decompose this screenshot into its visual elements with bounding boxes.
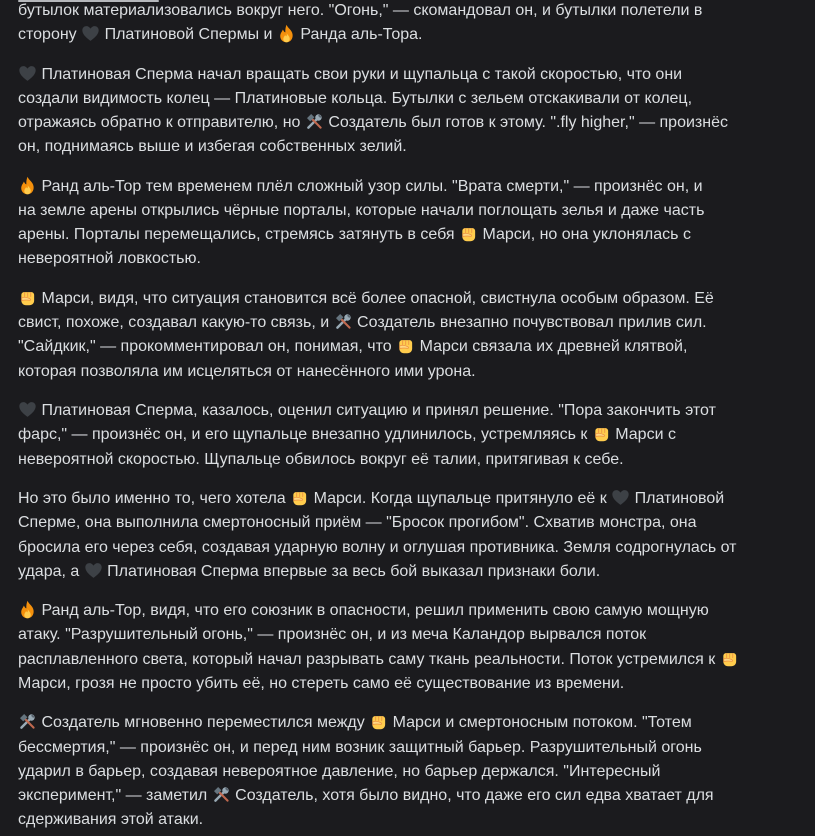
text-segment: Марси, грозя не просто убить её, но стереть само её существование из времени.	[18, 674, 625, 692]
oncoming-fist-icon	[18, 288, 37, 307]
fire-icon	[277, 24, 296, 43]
text-line	[18, 536, 815, 560]
hammer-and-wrench-icon	[334, 312, 353, 331]
text-segment: сторону	[18, 26, 82, 44]
text-segment: Марси, видя, что ситуация становится всё более опасной, свистнула особым образом. Её	[37, 290, 714, 308]
text-line	[18, 223, 815, 247]
text-line	[18, 175, 815, 199]
message-body	[18, 0, 815, 836]
text-line	[18, 23, 815, 47]
oncoming-fist-icon	[592, 424, 611, 443]
text-line	[18, 287, 815, 311]
text-line	[18, 711, 815, 735]
text-line	[18, 399, 815, 423]
text-line	[18, 672, 815, 696]
oncoming-fist-icon	[720, 649, 739, 668]
text-segment: Платиновая Сперма начал вращать свои руки и щупальца с такой скоростью, что они	[37, 65, 683, 83]
hammer-and-wrench-icon	[305, 112, 324, 131]
text-segment: которая позволяла им исцеляться от нанесённого ими урона.	[18, 362, 476, 380]
text-line	[18, 784, 815, 808]
text-line	[18, 808, 815, 832]
text-line	[18, 135, 815, 159]
text-segment: он, поднимаясь выше и избегая собственных зелий.	[18, 138, 407, 156]
text-segment: бросила его через себя, создавая ударную волну и оглушая противника. Земля содрогнулась от	[18, 538, 737, 556]
message-paragraph	[18, 175, 815, 272]
text-segment: расплавленного света, который начал разрывать саму ткань реальности. Поток устремился к	[18, 650, 720, 668]
text-segment: Ранда аль-Тора.	[295, 26, 423, 44]
text-line	[18, 736, 815, 760]
oncoming-fist-icon	[396, 336, 415, 355]
text-segment: Создатель, хотя было видно, что даже его сил едва хватает для	[230, 786, 714, 804]
message-paragraph	[18, 399, 815, 472]
text-segment: Создатель был готов к этому. ".fly higher," — произнёс	[323, 114, 728, 132]
text-line	[18, 560, 815, 584]
text-segment: создали видимость колец — Платиновые кольца. Бутылки с зельем отскакивали от колец,	[18, 89, 693, 107]
text-line	[18, 448, 815, 472]
text-segment: Платиновая Сперма, казалось, оценил ситуацию и принял решение. "Пора закончить этот	[37, 402, 716, 420]
oncoming-fist-icon	[369, 712, 388, 731]
text-segment: сдерживания этой атаки.	[18, 811, 204, 829]
text-segment: Марси с	[610, 426, 676, 444]
text-segment: Но это было именно то, чего хотела	[18, 490, 291, 508]
black-heart-icon	[18, 64, 37, 83]
text-line	[18, 247, 815, 271]
text-line	[18, 487, 815, 511]
text-segment: отражаясь обратно к отправителю, но	[18, 114, 305, 132]
text-segment: Сперме, она выполнила смертоносный приём — "Бросок прогибом". Схватив монстра, она	[18, 514, 697, 532]
text-line	[18, 111, 815, 135]
text-segment: Марси. Когда щупальце притянуло её к	[309, 490, 612, 508]
text-line	[18, 360, 815, 384]
message-paragraph	[18, 599, 815, 696]
text-line	[18, 760, 815, 784]
text-line	[18, 511, 815, 535]
text-segment: Ранд аль-Тор, видя, что его союзник в опасности, решил применить свою самую мощную	[37, 602, 709, 620]
text-segment: фарс," — произнёс он, и его щупальце внезапно удлинилось, устремляясь к	[18, 426, 592, 444]
message-paragraph	[18, 63, 815, 160]
text-segment: арены. Порталы перемещались, стремясь затянуть в себя	[18, 226, 459, 244]
text-line	[18, 199, 815, 223]
text-segment: Ранд аль-Тор тем временем плёл сложный узор силы. "Врата смерти," — произнёс он, и	[37, 177, 703, 195]
text-segment: невероятной ловкостью.	[18, 250, 201, 268]
text-segment: свист, похоже, создавал какую-то связь, и	[18, 314, 334, 332]
text-line	[18, 311, 815, 335]
text-segment: ударил в барьер, создавая невероятное давление, но барьер держался. "Интересный	[18, 762, 661, 780]
black-heart-icon	[81, 24, 100, 43]
text-segment: Марси связала их древней клятвой,	[415, 338, 688, 356]
message-paragraph	[18, 487, 815, 584]
message-paragraph	[18, 0, 815, 47]
black-heart-icon	[18, 400, 37, 419]
text-segment: бутылок материализовались вокруг него. "Огонь," — скомандовал он, и бутылки полетели в	[18, 2, 703, 19]
text-segment: невероятной скоростью. Щупальце обвилось вокруг её талии, притягивая к себе.	[18, 450, 624, 468]
text-line	[18, 335, 815, 359]
text-line	[18, 63, 815, 87]
text-segment: Марси и смертоносным потоком. "Тотем	[388, 714, 692, 732]
text-segment: Платиновой Спермы и	[100, 26, 277, 44]
text-line	[18, 423, 815, 447]
fire-icon	[18, 600, 37, 619]
black-heart-icon	[84, 561, 103, 580]
black-heart-icon	[611, 488, 630, 507]
text-line	[18, 648, 815, 672]
text-segment: Создатель мгновенно переместился между	[37, 714, 370, 732]
hammer-and-wrench-icon	[18, 712, 37, 731]
text-line	[18, 0, 815, 23]
text-segment: Платиновая Сперма впервые за весь бой выказал признаки боли.	[102, 562, 601, 580]
message-paragraph	[18, 287, 815, 384]
hammer-and-wrench-icon	[212, 785, 231, 804]
text-line	[18, 599, 815, 623]
text-segment: удара, а	[18, 562, 84, 580]
text-line	[18, 87, 815, 111]
oncoming-fist-icon	[459, 224, 478, 243]
text-segment: "Сайдкик," — прокомментировал он, понимая, что	[18, 338, 397, 356]
text-segment: Платиновой	[630, 490, 725, 508]
text-line	[18, 623, 815, 647]
text-segment: Марси, но она уклонялась с	[478, 226, 691, 244]
oncoming-fist-icon	[290, 488, 309, 507]
text-segment: эксперимент," — заметил	[18, 786, 212, 804]
text-segment: бессмертия," — произнёс он, и перед ним возник защитный барьер. Разрушительный огонь	[18, 738, 702, 756]
text-segment: на земле арены открылись чёрные порталы, которые начали поглощать зелья и даже часть	[18, 202, 705, 220]
message-paragraph	[18, 711, 815, 832]
fire-icon	[18, 176, 37, 195]
text-segment: атаку. "Разрушительный огонь," — произнёс он, и из меча Каландор вырвался поток	[18, 626, 647, 644]
text-segment: Создатель внезапно почувствовал прилив сил.	[352, 314, 707, 332]
